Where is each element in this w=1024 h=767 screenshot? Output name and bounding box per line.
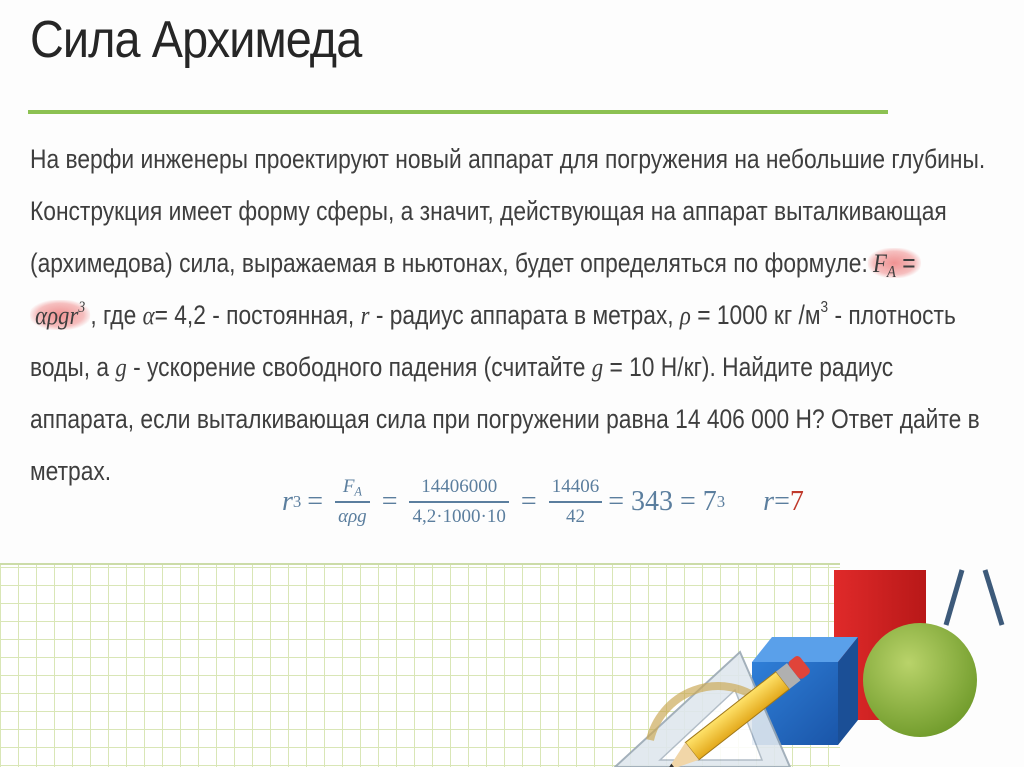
fraction-1-numerator: [340, 473, 365, 501]
answer-variable: r: [763, 486, 775, 517]
slide-title: Сила Архимеда: [30, 11, 362, 69]
text-line-4-d: = 1000 кг /м: [690, 300, 821, 330]
solution-lhs: r: [282, 486, 293, 517]
fraction-1: [335, 473, 370, 531]
text-line-5-c: = 10 Н/кг). Найдите радиус: [603, 352, 894, 382]
solution-formula: r 3 = $\frac{F_A}{\text{αρg}}$ = $\frac{14406000}{4,2\cdot 1000\cdot 10}$ = $\frac{14406}{42}$ = 343 = 7 3 r = 7: [282, 462, 804, 542]
answer-value: 7: [789, 486, 804, 517]
fraction-3: [549, 473, 603, 531]
text-line-4-a: , где: [90, 300, 143, 330]
fraction-2-numerator: 14406000: [421, 476, 498, 497]
text-line-2: Конструкция имеет форму сферы, а значит, действующая на аппарат выталкивающая: [30, 196, 947, 226]
formula-F: F: [872, 248, 887, 278]
symbol-r: r: [360, 300, 370, 330]
symbol-alpha: α: [142, 300, 155, 330]
title-underline: [28, 110, 888, 114]
graph-paper: [0, 565, 840, 767]
symbol-g: g: [115, 352, 127, 382]
highlight-formula-start: [868, 248, 921, 282]
text-line-4-e: - плотность: [828, 300, 956, 330]
result-343: = 343 = 7: [608, 486, 717, 517]
formula-F-sub: A: [886, 262, 896, 282]
symbol-g-2: g: [591, 352, 604, 382]
fraction-3-numerator: 14406: [551, 476, 600, 497]
text-line-4-b: = 4,2 - постоянная,: [154, 300, 361, 330]
answer-equals: =: [774, 486, 790, 517]
green-sphere: [863, 623, 977, 737]
text-line-3: [30, 237, 916, 289]
formula-eq: =: [895, 248, 916, 278]
text-line-3-text: (архимедова) сила, выражаемая в ньютонах, будет определяться по формуле:: [30, 248, 868, 278]
highlight-formula-end: [30, 300, 90, 330]
equals-1: =: [307, 486, 324, 517]
equals-2: =: [381, 486, 398, 517]
text-line-7: метрах.: [30, 456, 112, 486]
compass-icon: [946, 570, 1002, 625]
text-line-6: аппарата, если выталкивающая сила при погружении равна 14 406 000 Н? Ответ дайте в: [30, 404, 980, 434]
text-line-5: [30, 341, 894, 393]
fraction-3-denominator: 42: [565, 506, 585, 527]
text-line-5-b: - ускорение свободного падения (считайте: [126, 352, 592, 382]
fraction-1-F: F: [342, 476, 355, 497]
equals-3: =: [520, 486, 537, 517]
fraction-1-denominator: αρg: [338, 506, 367, 527]
fraction-2: [409, 473, 508, 531]
text-line-5-a: воды, а: [30, 352, 116, 382]
fraction-2-denominator: 4,2·1000·10: [412, 506, 506, 527]
symbol-rho: ρ: [679, 300, 691, 330]
unit-sup: 3: [820, 299, 829, 317]
problem-text: [30, 133, 986, 497]
red-cuboid: [834, 570, 926, 720]
text-line-4: [30, 289, 956, 341]
fraction-1-F-sub: A: [354, 484, 362, 499]
formula-rhs: αρgr: [35, 300, 79, 330]
formula-rhs-sup: 3: [78, 299, 86, 317]
text-line-1: На верфи инженеры проектируют новый аппарат для погружения на небольшие глубины.: [30, 144, 986, 174]
text-line-4-c: - радиус аппарата в метрах,: [369, 300, 680, 330]
